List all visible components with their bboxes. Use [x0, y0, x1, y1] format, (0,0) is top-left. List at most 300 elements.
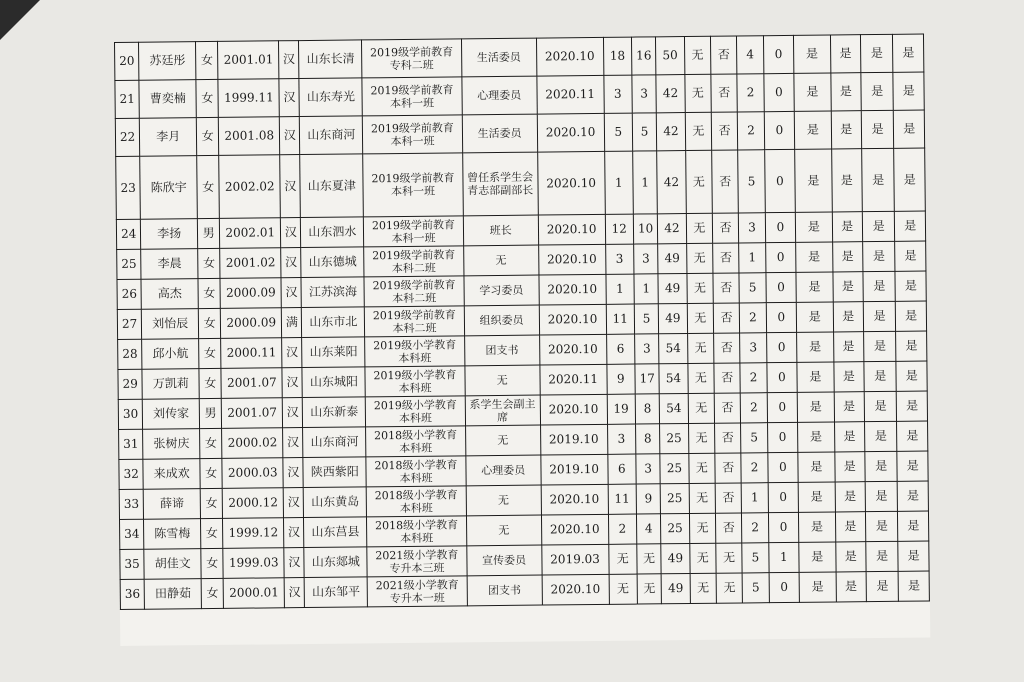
class-size-cell: 54 — [659, 394, 688, 424]
score-2-cell: 3 — [632, 75, 657, 113]
gender-cell: 女 — [201, 578, 224, 608]
hometown-cell: 山东寿光 — [299, 78, 362, 117]
class-line-2: 本科班 — [398, 381, 432, 395]
hours-cell: 5 — [739, 273, 766, 303]
gender-cell: 女 — [198, 308, 221, 338]
student-name-cell: 张树庆 — [143, 429, 200, 460]
failed-course-cell: 无 — [716, 543, 743, 573]
class-size-cell: 25 — [660, 424, 689, 454]
class-name-cell — [364, 216, 464, 247]
student-name-cell: 田静茹 — [144, 579, 201, 610]
failed-course-cell: 否 — [712, 150, 739, 213]
count-cell: 0 — [768, 512, 799, 542]
failed-course-cell: 否 — [714, 393, 741, 423]
check-1-cell: 是 — [798, 452, 835, 482]
photo-corner-shadow — [0, 0, 40, 40]
join-date-cell: 2020.10 — [537, 113, 604, 152]
class-line-1: 2019级学前教育 — [371, 171, 455, 186]
score-2-cell: 1 — [634, 274, 659, 304]
penalty-cell: 无 — [688, 393, 715, 423]
class-size-cell: 25 — [660, 454, 689, 484]
ethnicity-cell: 汉 — [281, 278, 302, 308]
hometown-cell: 山东莱阳 — [302, 337, 365, 368]
class-size-cell: 54 — [659, 334, 688, 364]
failed-course-cell: 否 — [714, 333, 741, 363]
score-1-cell: 1 — [604, 151, 633, 214]
join-date-cell: 2020.10 — [541, 484, 608, 515]
check-2-cell: 是 — [830, 35, 861, 73]
birth-date-cell: 2001.08 — [219, 117, 280, 156]
row-number-cell: 22 — [115, 118, 140, 156]
class-line-1: 2018级小学教育 — [374, 457, 458, 472]
check-1-cell: 是 — [799, 512, 836, 542]
class-line-1: 2019级学前教育 — [370, 82, 454, 97]
check-1-cell: 是 — [795, 149, 832, 212]
row-number-cell: 25 — [117, 249, 142, 279]
check-1-cell: 是 — [794, 73, 831, 111]
penalty-cell: 无 — [689, 543, 716, 573]
position-cell: 组织委员 — [464, 305, 539, 336]
class-line-1: 2019级学前教育 — [372, 247, 456, 262]
check-2-cell: 是 — [835, 542, 866, 572]
birth-date-cell: 2002.01 — [220, 218, 281, 249]
ethnicity-cell: 汉 — [281, 218, 302, 248]
score-1-cell: 3 — [603, 75, 632, 113]
count-cell: 0 — [763, 35, 794, 73]
gender-cell: 女 — [198, 278, 221, 308]
penalty-cell: 无 — [690, 573, 717, 603]
birth-date-cell: 1999.03 — [223, 548, 284, 579]
check-1-cell: 是 — [799, 542, 836, 572]
position-cell: 曾任系学生会青志部副部长 — [462, 152, 538, 216]
class-name-cell — [366, 426, 466, 457]
count-cell: 0 — [767, 362, 798, 392]
class-line-1: 2019级小学教育 — [373, 337, 457, 352]
hometown-cell: 山东德城 — [301, 247, 364, 278]
row-number-cell: 28 — [118, 339, 143, 369]
check-4-cell: 是 — [898, 511, 929, 541]
class-size-cell: 42 — [657, 151, 686, 214]
class-size-cell: 49 — [659, 304, 688, 334]
check-2-cell: 是 — [835, 482, 866, 512]
count-cell: 0 — [765, 242, 796, 272]
student-name-cell: 来成欢 — [143, 459, 200, 490]
row-number-cell: 21 — [115, 80, 140, 118]
hometown-cell: 山东市北 — [302, 307, 365, 338]
ethnicity-cell: 汉 — [279, 41, 300, 79]
class-name-cell — [366, 486, 466, 517]
penalty-cell: 无 — [689, 513, 716, 543]
row-number-cell: 33 — [119, 489, 144, 519]
score-2-cell: 17 — [635, 364, 660, 394]
penalty-cell: 无 — [685, 112, 712, 150]
check-2-cell: 是 — [832, 242, 863, 272]
score-2-cell: 5 — [632, 113, 657, 151]
position-cell: 班长 — [463, 215, 538, 246]
score-2-cell: 无 — [637, 544, 662, 574]
class-line-1: 2019级学前教育 — [372, 307, 456, 322]
birth-date-cell: 1999.11 — [218, 79, 279, 118]
check-1-cell: 是 — [799, 572, 836, 602]
class-line-2: 本科一班 — [391, 231, 436, 245]
position-cell: 团支书 — [464, 335, 539, 366]
gender-cell: 女 — [200, 428, 223, 458]
penalty-cell: 无 — [688, 453, 715, 483]
check-1-cell: 是 — [796, 302, 833, 332]
class-size-cell: 42 — [656, 75, 685, 113]
join-date-cell: 2020.10 — [538, 244, 605, 275]
row-number-cell: 20 — [115, 42, 140, 80]
class-line-2: 本科班 — [398, 411, 433, 425]
score-1-cell: 18 — [603, 37, 632, 75]
check-4-cell: 是 — [893, 72, 924, 110]
birth-date-cell: 2000.12 — [223, 488, 284, 519]
ethnicity-cell: 汉 — [283, 458, 304, 488]
check-1-cell: 是 — [798, 422, 835, 452]
ethnicity-cell: 汉 — [284, 548, 305, 578]
birth-date-cell: 2001.07 — [222, 398, 283, 429]
student-name-cell: 刘传家 — [143, 399, 200, 430]
class-line-1: 2018级小学教育 — [374, 487, 458, 502]
class-name-cell — [363, 115, 463, 154]
hours-cell: 2 — [738, 112, 765, 150]
ethnicity-cell: 汉 — [279, 79, 300, 117]
count-cell: 1 — [768, 542, 799, 572]
penalty-cell: 无 — [687, 273, 714, 303]
check-4-cell: 是 — [895, 211, 926, 241]
check-3-cell: 是 — [866, 571, 899, 601]
hours-cell: 1 — [741, 483, 768, 513]
class-line-2: 本科班 — [399, 501, 433, 515]
penalty-cell: 无 — [685, 150, 712, 213]
check-4-cell: 是 — [898, 481, 929, 511]
ethnicity-cell: 汉 — [280, 155, 301, 218]
student-name-cell: 李晨 — [141, 249, 198, 280]
failed-course-cell: 否 — [715, 483, 742, 513]
class-name-cell — [364, 246, 464, 277]
hours-cell: 4 — [737, 36, 764, 74]
class-size-cell: 49 — [661, 574, 690, 604]
student-name-cell: 曹奕楠 — [139, 80, 196, 119]
failed-course-cell: 否 — [714, 363, 741, 393]
class-line-1: 2019级学前教育 — [371, 217, 455, 232]
check-4-cell: 是 — [896, 331, 927, 361]
check-3-cell: 是 — [863, 241, 896, 271]
check-1-cell: 是 — [797, 392, 834, 422]
class-line-1: 2019级学前教育 — [370, 44, 454, 59]
hours-cell: 3 — [740, 333, 767, 363]
class-size-cell: 49 — [661, 544, 690, 574]
join-date-cell: 2020.11 — [537, 75, 604, 114]
class-size-cell: 50 — [656, 37, 685, 75]
count-cell: 0 — [767, 392, 798, 422]
ethnicity-cell: 汉 — [282, 338, 303, 368]
score-1-cell: 无 — [609, 574, 638, 604]
count-cell: 0 — [768, 452, 799, 482]
count-cell: 0 — [764, 149, 795, 212]
ethnicity-cell: 汉 — [282, 368, 303, 398]
join-date-cell: 2020.10 — [542, 574, 609, 605]
ethnicity-cell: 汉 — [279, 117, 300, 155]
class-name-cell — [367, 576, 467, 607]
roster-body — [115, 34, 930, 609]
student-name-cell: 刘怡辰 — [142, 309, 199, 340]
score-1-cell: 19 — [607, 394, 636, 424]
row-number-cell: 36 — [120, 579, 145, 609]
gender-cell: 女 — [196, 117, 219, 155]
class-line-2: 本科班 — [400, 531, 434, 545]
row-number-cell: 27 — [117, 309, 142, 339]
position-cell: 团支书 — [467, 575, 542, 606]
failed-course-cell: 否 — [713, 243, 740, 273]
class-size-cell: 49 — [658, 274, 687, 304]
check-2-cell: 是 — [833, 302, 864, 332]
class-name-cell — [362, 77, 462, 116]
score-1-cell: 3 — [607, 424, 636, 454]
position-cell: 宣传委员 — [466, 545, 541, 576]
check-3-cell: 是 — [863, 271, 896, 301]
hometown-cell: 陕西紫阳 — [303, 457, 366, 488]
score-1-cell: 12 — [605, 214, 634, 244]
document-page — [114, 34, 930, 646]
class-line-2: 本科二班 — [391, 261, 436, 275]
gender-cell: 男 — [199, 398, 222, 428]
row-number-cell: 30 — [118, 399, 143, 429]
check-3-cell: 是 — [864, 331, 897, 361]
ethnicity-cell: 汉 — [282, 398, 303, 428]
check-3-cell: 是 — [865, 421, 898, 451]
count-cell: 0 — [765, 212, 796, 242]
birth-date-cell: 2002.02 — [219, 155, 280, 219]
penalty-cell: 无 — [688, 363, 715, 393]
score-2-cell: 4 — [636, 514, 661, 544]
score-2-cell: 1 — [633, 151, 658, 214]
join-date-cell: 2020.10 — [539, 274, 606, 305]
class-line-1: 2019级学前教育 — [370, 120, 454, 135]
score-1-cell: 无 — [608, 544, 637, 574]
class-line-2: 本科班 — [399, 471, 433, 485]
row-number-cell: 26 — [117, 279, 142, 309]
row-number-cell: 35 — [120, 549, 145, 579]
score-1-cell: 11 — [606, 304, 635, 334]
class-line-2: 专科二班 — [389, 58, 434, 72]
penalty-cell: 无 — [688, 423, 715, 453]
check-2-cell: 是 — [834, 422, 865, 452]
birth-date-cell: 2001.07 — [221, 368, 282, 399]
student-name-cell: 陈欣宇 — [140, 156, 197, 220]
check-1-cell: 是 — [795, 212, 832, 242]
table-row — [116, 148, 926, 219]
score-2-cell: 5 — [634, 304, 659, 334]
class-line-2: 本科一班 — [390, 96, 435, 110]
check-4-cell: 是 — [895, 241, 926, 271]
check-3-cell: 是 — [862, 211, 895, 241]
check-3-cell: 是 — [865, 451, 898, 481]
student-name-cell: 高杰 — [141, 279, 198, 310]
class-line-1: 2019级小学教育 — [373, 397, 457, 412]
count-cell: 0 — [766, 332, 797, 362]
row-number-cell: 29 — [118, 369, 143, 399]
birth-date-cell: 2000.09 — [221, 308, 282, 339]
hours-cell: 2 — [740, 303, 767, 333]
check-2-cell: 是 — [834, 392, 865, 422]
hometown-cell: 山东夏津 — [300, 154, 364, 218]
join-date-cell: 2020.10 — [539, 304, 606, 335]
check-2-cell: 是 — [833, 332, 864, 362]
check-4-cell: 是 — [899, 571, 930, 601]
penalty-cell: 无 — [684, 36, 711, 74]
score-1-cell: 2 — [608, 514, 637, 544]
class-size-cell: 25 — [661, 514, 690, 544]
score-2-cell: 3 — [634, 244, 659, 274]
score-1-cell: 6 — [607, 454, 636, 484]
failed-course-cell: 否 — [713, 273, 740, 303]
gender-cell: 女 — [201, 548, 224, 578]
class-line-2: 本科二班 — [392, 291, 437, 305]
hours-cell: 2 — [740, 363, 767, 393]
ethnicity-cell: 满 — [281, 308, 302, 338]
score-1-cell: 1 — [606, 274, 635, 304]
score-1-cell: 9 — [606, 364, 635, 394]
penalty-cell: 无 — [687, 333, 714, 363]
hometown-cell: 山东商河 — [303, 427, 366, 458]
check-4-cell: 是 — [897, 391, 928, 421]
check-3-cell: 是 — [862, 148, 895, 211]
class-line-1: 2019级学前教育 — [372, 277, 456, 292]
hours-cell: 5 — [741, 423, 768, 453]
check-1-cell: 是 — [798, 482, 835, 512]
hometown-cell: 山东城阳 — [302, 367, 365, 398]
score-1-cell: 11 — [608, 484, 637, 514]
check-2-cell: 是 — [831, 111, 862, 149]
score-1-cell: 3 — [605, 244, 634, 274]
position-cell: 无 — [465, 365, 540, 396]
score-2-cell: 10 — [633, 214, 658, 244]
birth-date-cell: 1999.12 — [223, 518, 284, 549]
score-2-cell: 3 — [635, 334, 660, 364]
check-2-cell: 是 — [833, 362, 864, 392]
join-date-cell: 2019.10 — [541, 454, 608, 485]
ethnicity-cell: 汉 — [284, 578, 305, 608]
check-2-cell: 是 — [830, 73, 861, 111]
failed-course-cell: 否 — [715, 453, 742, 483]
hours-cell: 2 — [742, 513, 769, 543]
class-line-1: 2019级小学教育 — [373, 367, 457, 382]
hours-cell: 2 — [741, 393, 768, 423]
birth-date-cell: 2001.02 — [220, 248, 281, 279]
row-number-cell: 34 — [120, 519, 145, 549]
check-4-cell: 是 — [898, 541, 929, 571]
failed-course-cell: 无 — [716, 573, 743, 603]
check-4-cell: 是 — [894, 110, 925, 148]
ethnicity-cell: 汉 — [284, 518, 305, 548]
failed-course-cell: 否 — [713, 303, 740, 333]
birth-date-cell: 2000.09 — [220, 278, 281, 309]
join-date-cell: 2020.11 — [540, 364, 607, 395]
row-number-cell: 23 — [116, 156, 141, 219]
birth-date-cell: 2000.11 — [221, 338, 282, 369]
student-name-cell: 李月 — [140, 118, 197, 157]
ethnicity-cell: 汉 — [283, 488, 304, 518]
check-3-cell: 是 — [863, 301, 896, 331]
check-4-cell: 是 — [893, 34, 924, 72]
failed-course-cell: 否 — [715, 423, 742, 453]
hometown-cell: 山东黄岛 — [304, 487, 367, 518]
position-cell: 生活委员 — [461, 38, 536, 77]
check-1-cell: 是 — [794, 111, 831, 149]
failed-course-cell: 否 — [711, 112, 738, 150]
failed-course-cell: 否 — [711, 74, 738, 112]
check-4-cell: 是 — [897, 421, 928, 451]
check-3-cell: 是 — [861, 110, 894, 148]
class-line-2: 本科一班 — [390, 184, 436, 199]
class-line-1: 2021级小学教育 — [375, 547, 459, 562]
score-2-cell: 9 — [636, 484, 661, 514]
class-line-2: 本科二班 — [392, 321, 437, 335]
check-4-cell: 是 — [896, 361, 927, 391]
class-name-cell — [363, 153, 463, 217]
class-name-cell — [367, 516, 467, 547]
join-date-cell: 2019.10 — [540, 424, 607, 455]
check-1-cell: 是 — [796, 242, 833, 272]
class-line-2: 本科班 — [398, 351, 432, 365]
class-size-cell: 54 — [659, 364, 688, 394]
hometown-cell: 山东邹平 — [305, 577, 368, 608]
join-date-cell: 2020.10 — [540, 394, 607, 425]
hours-cell: 2 — [737, 74, 764, 112]
hours-cell: 5 — [742, 543, 769, 573]
join-date-cell: 2020.10 — [536, 37, 603, 76]
score-2-cell: 8 — [635, 424, 660, 454]
hometown-cell: 山东商河 — [300, 116, 363, 155]
count-cell: 0 — [764, 111, 795, 149]
gender-cell: 女 — [196, 79, 219, 117]
student-name-cell: 胡佳文 — [144, 549, 201, 580]
join-date-cell: 2020.10 — [541, 514, 608, 545]
check-4-cell: 是 — [896, 301, 927, 331]
position-cell: 系学生会副主席 — [465, 395, 540, 426]
check-3-cell: 是 — [861, 72, 894, 110]
gender-cell: 男 — [197, 218, 220, 248]
gender-cell: 女 — [201, 518, 224, 548]
score-2-cell: 16 — [631, 37, 656, 75]
check-2-cell: 是 — [833, 272, 864, 302]
check-1-cell: 是 — [797, 362, 834, 392]
gender-cell: 女 — [199, 338, 222, 368]
position-cell: 无 — [466, 485, 541, 516]
position-cell: 生活委员 — [462, 114, 537, 153]
class-line-1: 2021级小学教育 — [375, 577, 459, 592]
check-3-cell: 是 — [865, 481, 898, 511]
hometown-cell: 山东泗水 — [301, 217, 364, 248]
gender-cell: 女 — [197, 155, 220, 218]
hours-cell: 1 — [739, 243, 766, 273]
class-line-2: 专升本一班 — [389, 591, 445, 605]
check-1-cell: 是 — [796, 272, 833, 302]
position-cell: 无 — [465, 425, 540, 456]
student-name-cell: 薛谛 — [144, 489, 201, 520]
class-size-cell: 42 — [657, 113, 686, 151]
hometown-cell: 江苏滨海 — [301, 277, 364, 308]
check-1-cell: 是 — [797, 332, 834, 362]
score-1-cell: 5 — [604, 113, 633, 151]
count-cell: 0 — [766, 302, 797, 332]
gender-cell: 女 — [200, 488, 223, 518]
check-4-cell: 是 — [897, 451, 928, 481]
hometown-cell: 山东郯城 — [304, 547, 367, 578]
penalty-cell: 无 — [686, 213, 713, 243]
check-3-cell: 是 — [860, 34, 893, 72]
